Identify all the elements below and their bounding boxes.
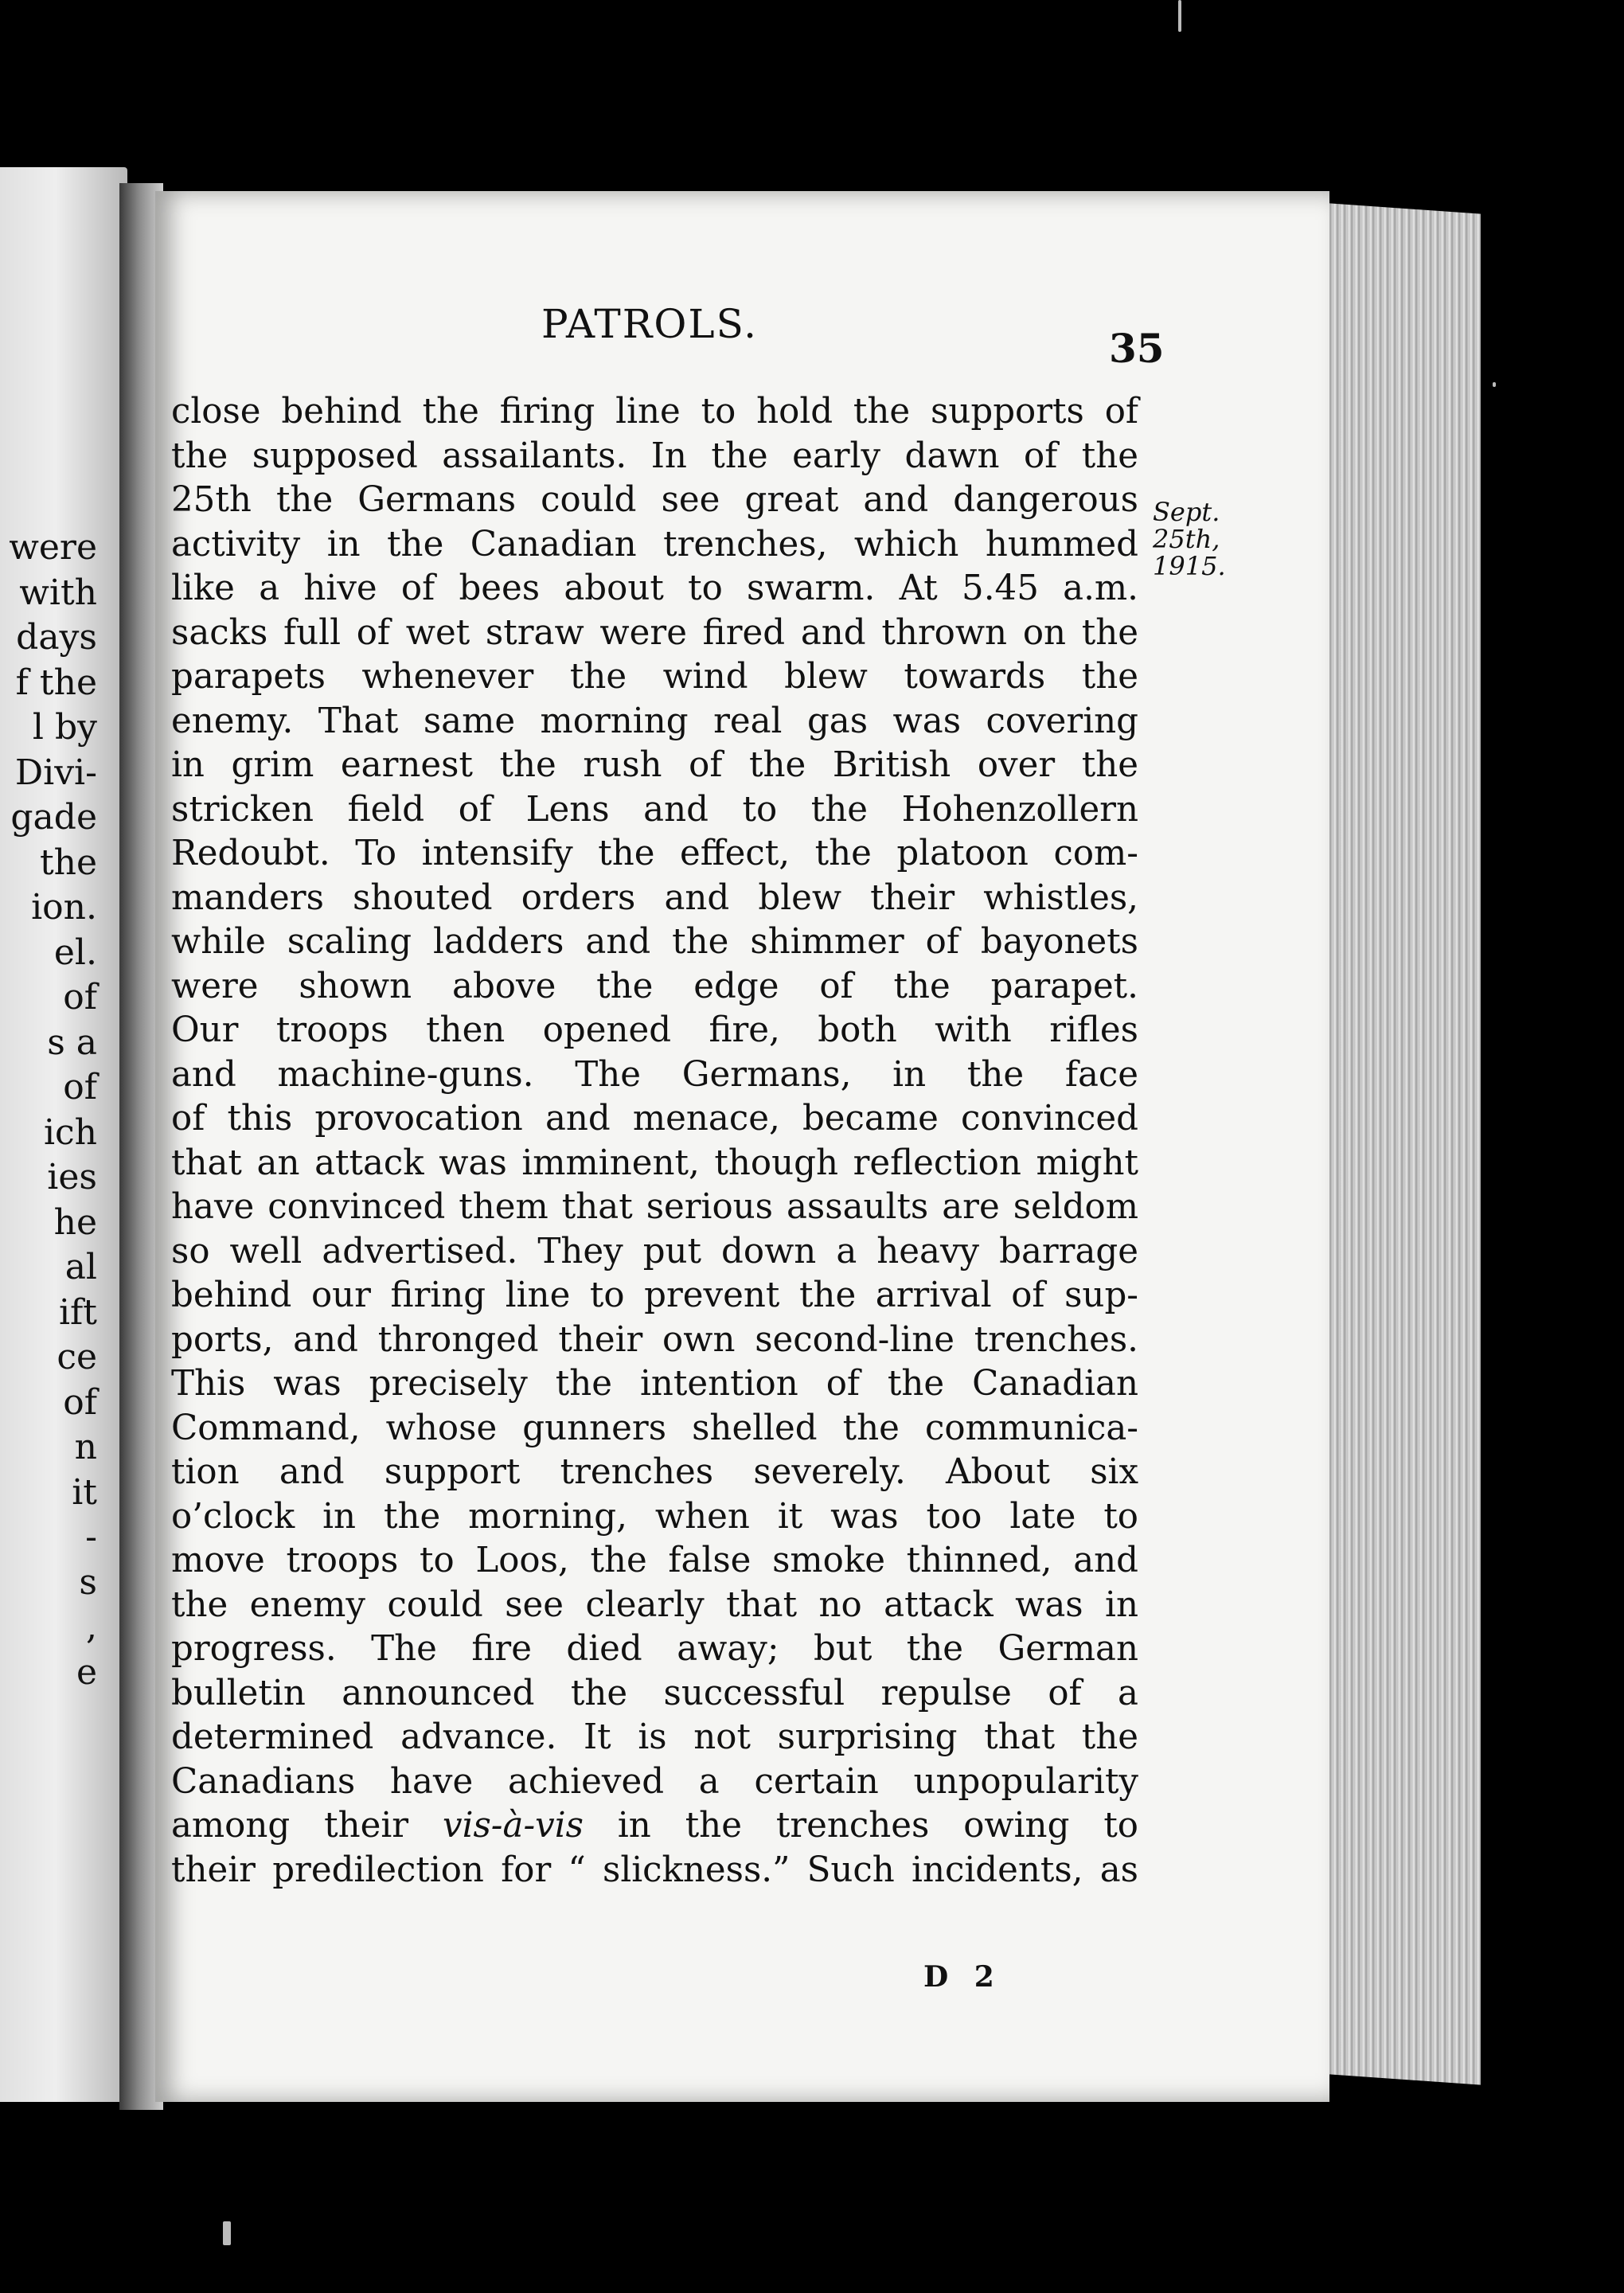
facing-page-fragment: s a <box>47 1021 97 1063</box>
text-line: progress. The fire died away; but the German <box>171 1629 1138 1669</box>
facing-page-fragment: s <box>79 1561 97 1603</box>
text-line: Our troops then opened fire, both with rifles <box>171 1010 1138 1050</box>
facing-page-fragment: the <box>39 842 97 883</box>
text-line: and machine-guns. The Germans, in the face <box>171 1054 1138 1095</box>
facing-page-fragment: gade <box>10 797 97 838</box>
text-line: Command, whose gunners shelled the communica- <box>171 1408 1138 1448</box>
facing-page-fragment: n <box>74 1427 97 1467</box>
facing-page-fragment: e <box>76 1651 97 1693</box>
text-line: tion and support trenches severely. About six <box>171 1452 1138 1492</box>
scan-speck <box>223 2221 231 2245</box>
facing-page-fragment: ich <box>43 1111 97 1153</box>
facing-page-fragment: Divi- <box>14 752 97 793</box>
facing-page-fragment: - <box>85 1517 97 1557</box>
text-line: while scaling ladders and the shimmer of bayonets <box>171 922 1138 962</box>
text-line: This was precisely the intention of the Canadian <box>171 1364 1138 1404</box>
facing-page-fragment: of <box>63 1067 97 1107</box>
signature-mark: D 2 <box>923 1960 1002 1994</box>
facing-page-fragment: were <box>9 527 97 568</box>
text-line: among their vis-à-vis in the trenches owing to <box>171 1806 1138 1846</box>
text-line: stricken field of Lens and to the Hohenzollern <box>171 789 1138 830</box>
text-line: that an attack was imminent, though reflection might <box>171 1143 1138 1183</box>
facing-page-text <box>9 525 97 1695</box>
text-line: their predilection for “ slickness.” Such incidents, as <box>171 1850 1138 1890</box>
margin-note-line: Sept. <box>1153 497 1220 527</box>
facing-page-fragment: of <box>63 1381 97 1423</box>
margin-note-line: 1915. <box>1153 551 1226 581</box>
body-text <box>171 390 1138 1893</box>
facing-page-fragment: f the <box>15 662 97 703</box>
page-block-edge <box>1325 203 1481 2085</box>
facing-page-fragment: days <box>16 617 97 658</box>
facing-page-fragment: l by <box>32 707 97 748</box>
text-line: parapets whenever the wind blew towards the <box>171 657 1138 697</box>
text-line: the enemy could see clearly that no attack was in <box>171 1584 1138 1625</box>
text-line: have convinced them that serious assaults are seldom <box>171 1187 1138 1227</box>
text-line: Redoubt. To intensify the effect, the platoon com- <box>171 834 1138 873</box>
text-line: move troops to Loos, the false smoke thinned, and <box>171 1541 1138 1580</box>
margin-note-line: 25th, <box>1153 524 1220 554</box>
facing-page-fragment: ion. <box>31 887 97 928</box>
text-line: Canadians have achieved a certain unpopularity <box>171 1761 1138 1802</box>
facing-page-fragment: with <box>19 572 97 613</box>
text-line: like a hive of bees about to swarm. At 5.45 a.m. <box>171 568 1138 608</box>
text-line: determined advance. It is not surprising that the <box>171 1717 1138 1757</box>
text-line: enemy. That same morning real gas was covering <box>171 701 1138 741</box>
running-head: PATROLS. <box>541 301 758 347</box>
facing-page-fragment: al <box>64 1247 97 1287</box>
facing-page-fragment: el. <box>53 932 97 973</box>
text-line: o’clock in the morning, when it was too late to <box>171 1496 1138 1537</box>
text-line: so well advertised. They put down a heavy barrage <box>171 1231 1138 1272</box>
facing-page-fragment: , <box>86 1607 97 1647</box>
text-line: of this provocation and menace, became convinced <box>171 1099 1138 1139</box>
facing-page-fragment: he <box>53 1201 97 1243</box>
facing-page-fragment: of <box>63 977 97 1018</box>
scan-speck <box>1493 382 1496 387</box>
text-line: were shown above the edge of the parapet. <box>171 966 1138 1006</box>
text-line: activity in the Canadian trenches, which hummed <box>171 524 1138 564</box>
facing-page-fragment: ce <box>57 1337 97 1377</box>
text-line: 25th the Germans could see great and dangerous <box>171 480 1138 520</box>
text-line: bulletin announced the successful repulse of a <box>171 1673 1138 1713</box>
facing-page-fragment: it <box>72 1471 97 1513</box>
facing-page <box>0 167 127 2102</box>
scan-speck <box>1178 0 1181 32</box>
text-line: behind our firing line to prevent the arrival of sup- <box>171 1275 1138 1315</box>
facing-page-fragment: ift <box>58 1291 97 1333</box>
text-line: ports, and thronged their own second-line trenches. <box>171 1319 1138 1360</box>
text-line: in grim earnest the rush of the British over the <box>171 745 1138 785</box>
page-number: 35 <box>1109 325 1165 372</box>
text-line: the supposed assailants. In the early dawn of the <box>171 436 1138 476</box>
facing-page-fragment: ies <box>47 1157 97 1197</box>
text-line: close behind the firing line to hold the supports of <box>171 392 1138 432</box>
margin-note <box>1153 498 1226 580</box>
text-line: manders shouted orders and blew their whistles, <box>171 877 1138 918</box>
text-line: sacks full of wet straw were fired and thrown on the <box>171 612 1138 653</box>
